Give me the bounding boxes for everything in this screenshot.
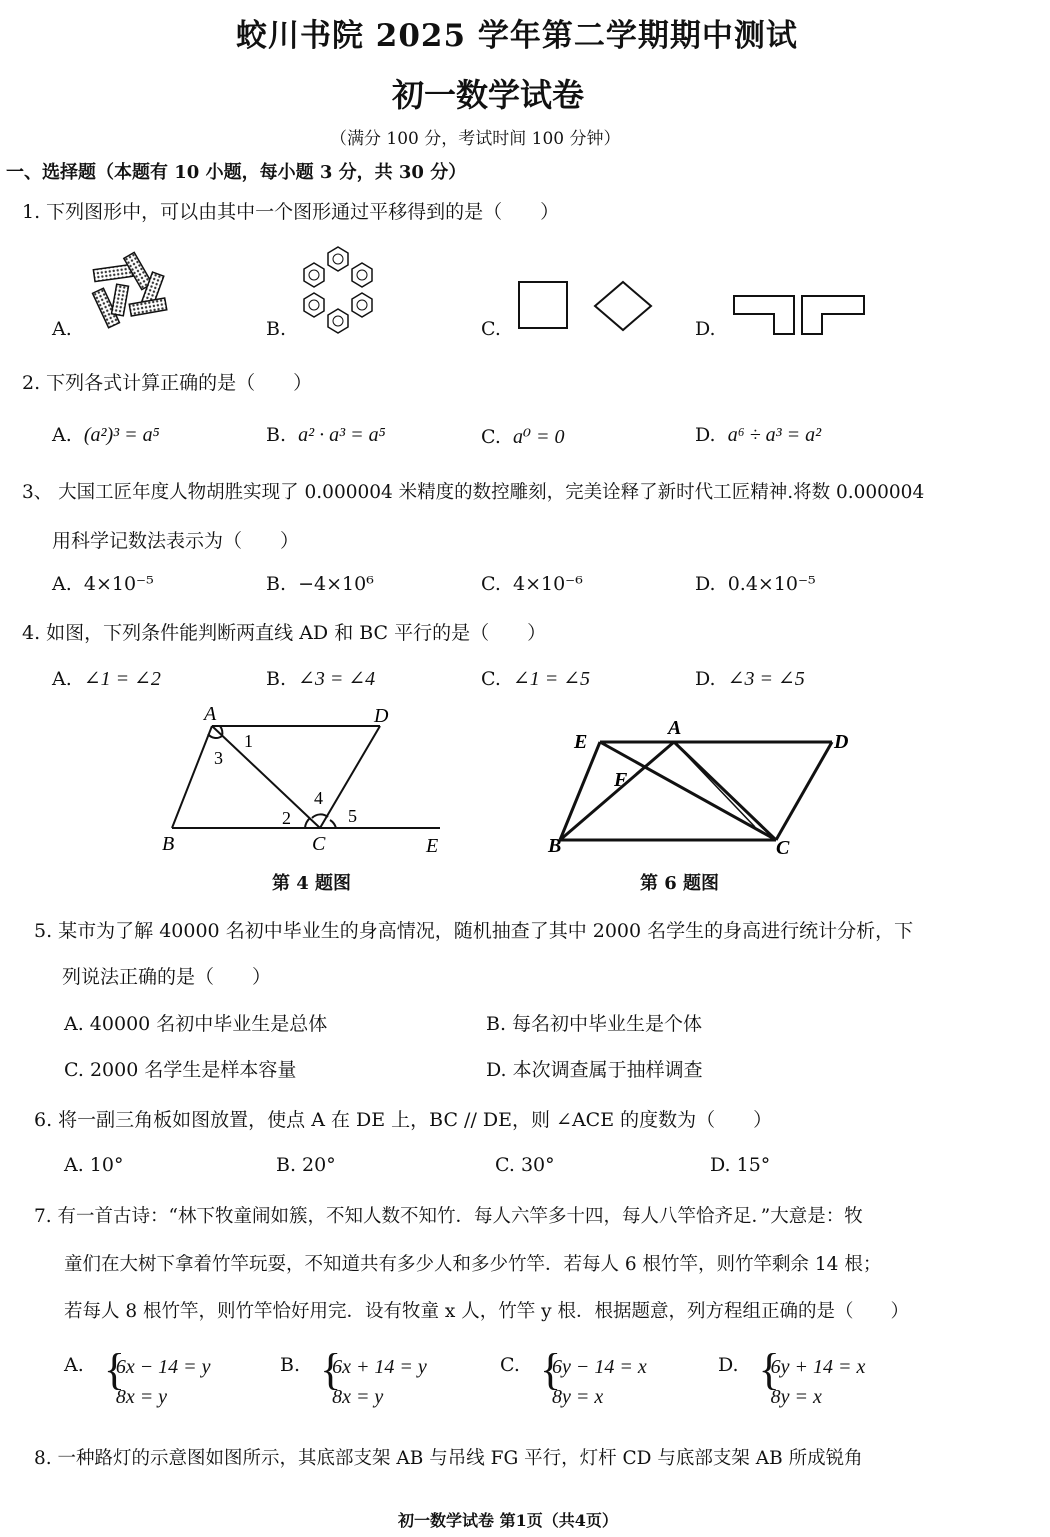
- q4-option-d-label: D.: [695, 668, 716, 690]
- q7-stem-line3: 若每人 8 根竹竿，则竹竿恰好用完．设有牧童 x 人，竹竿 y 根．根据题意，列方程组正确的是（ ）: [64, 1301, 909, 1322]
- q7-option-a-label: A.: [64, 1354, 84, 1376]
- section-heading: 一、选择题（本题有 10 小题，每小题 3 分，共 30 分）: [6, 162, 467, 183]
- q3-stem-line2: 用科学记数法表示为（ ）: [52, 530, 300, 552]
- q4-option-b-expr: ∠3 = ∠4: [298, 668, 376, 690]
- q7-option-c-eq2: 8y = x: [551, 1386, 604, 1408]
- q4-option-c-label: C.: [481, 668, 501, 690]
- q1-stem: 1. 下列图形中，可以由其中一个图形通过平移得到的是（ ）: [22, 201, 560, 223]
- q3-option-c-expr: 4×10⁻⁶: [513, 573, 583, 595]
- q2-option-b: [266, 424, 386, 447]
- q5-option-a: A. 40000 名初中毕业生是总体: [64, 1013, 328, 1035]
- q6-label-B: B: [548, 835, 562, 857]
- q6-label-F: F: [614, 769, 628, 791]
- q2-option-d: [695, 424, 821, 447]
- q6-label-E: E: [574, 731, 588, 753]
- q7-option-a-eq2: 8x = y: [115, 1386, 168, 1408]
- q1-option-b: B.: [266, 318, 287, 340]
- q2-option-d-expr: a⁶ ÷ a³ = a²: [727, 424, 822, 446]
- q4-label-E: E: [426, 835, 439, 857]
- q4-label-1: 1: [244, 731, 253, 751]
- q6-option-c: C. 30°: [495, 1154, 555, 1176]
- q1-option-c: C.: [481, 318, 501, 340]
- q4-option-c-expr: ∠1 = ∠5: [513, 668, 591, 690]
- q4-option-a: [52, 666, 161, 691]
- exam-subtitle: 初一数学试卷: [392, 76, 585, 114]
- q2-stem: 2. 下列各式计算正确的是（ ）: [22, 372, 313, 394]
- q7-option-a-eq1: 6x − 14 = y: [115, 1356, 211, 1378]
- q2-option-a-expr: (a²)³ = a⁵: [83, 424, 160, 446]
- q3-option-c-label: C.: [481, 573, 501, 595]
- q2-option-d-label: D.: [695, 424, 716, 446]
- q7-option-b-eq1: 6x + 14 = y: [332, 1356, 427, 1378]
- q4-stem: 4. 如图，下列条件能判断两直线 AD 和 BC 平行的是（ ）: [22, 622, 547, 644]
- q4-label-A: A: [204, 703, 217, 725]
- q4-option-d-expr: ∠3 = ∠5: [727, 668, 805, 690]
- q7-option-b-label: B.: [280, 1354, 301, 1376]
- q7-option-d: [718, 1345, 866, 1412]
- q2-option-a-label: A.: [52, 424, 72, 446]
- q7-stem-line1: 7. 有一首古诗：“林下牧童闹如簇，不知人数不知竹．每人六竿多十四，每人八竿恰齐足．”大意是：牧: [34, 1206, 863, 1227]
- q7-option-d-eq1: 6y + 14 = x: [770, 1356, 866, 1378]
- q7-option-c-eq1: 6y − 14 = x: [551, 1356, 647, 1378]
- q1-figure-a: [88, 245, 173, 335]
- q4-label-C: C: [312, 833, 326, 855]
- q4-label-3: 3: [214, 748, 223, 768]
- q8-stem: 8. 一种路灯的示意图如图所示，其底部支架 AB 与吊线 FG 平行，灯杆 CD 与底部支架 AB 所成锐角: [34, 1448, 863, 1469]
- q7-option-c-system: { 6y − 14 = x 8y = x: [540, 1352, 647, 1412]
- q4-option-a-label: A.: [52, 668, 72, 690]
- q6-figure-caption: 第 6 题图: [640, 873, 720, 894]
- exam-title: 蛟川书院 2025 学年第二学期期中测试: [236, 18, 798, 54]
- q7-option-c-label: C.: [500, 1354, 520, 1376]
- q7-option-b: [280, 1345, 427, 1412]
- q2-option-c-label: C.: [481, 426, 501, 448]
- q4-figure-caption: 第 4 题图: [272, 873, 352, 894]
- q3-option-b-label: B.: [266, 573, 287, 595]
- q7-option-b-eq2: 8x = y: [332, 1386, 384, 1408]
- q7-option-c: [500, 1345, 647, 1412]
- q2-option-a: [52, 424, 160, 447]
- q1-option-a: A.: [52, 318, 72, 340]
- q4-option-b: [266, 666, 375, 691]
- q3-option-c: [481, 573, 583, 595]
- q3-option-a-expr: 4×10⁻⁵: [83, 573, 154, 595]
- q5-option-d: D. 本次调查属于抽样调查: [486, 1059, 703, 1081]
- q4-label-2: 2: [282, 808, 291, 828]
- q7-stem-line2: 童们在大树下拿着竹竿玩耍，不知道共有多少人和多少竹竿．若每人 6 根竹竿，则竹竿剩余 14 根；: [64, 1254, 882, 1275]
- q2-option-c: [481, 424, 565, 449]
- q7-option-a-system: { 6x − 14 = y 8x = y: [104, 1352, 211, 1412]
- q3-option-d: [695, 573, 816, 595]
- q1-option-d: D.: [695, 318, 716, 340]
- q6-label-A: A: [668, 717, 682, 739]
- q3-option-d-expr: 0.4×10⁻⁵: [727, 573, 816, 595]
- q2-option-b-expr: a² · a³ = a⁵: [298, 424, 386, 446]
- q3-option-b-expr: −4×10⁶: [298, 573, 374, 595]
- q4-label-B: B: [162, 833, 175, 855]
- q6-stem: 6. 将一副三角板如图放置，使点 A 在 DE 上，BC // DE，则 ∠ACE 的度数为（ ）: [34, 1109, 773, 1131]
- q4-figure: [150, 700, 460, 860]
- q6-label-C: C: [776, 837, 790, 859]
- q3-option-a-label: A.: [52, 573, 72, 595]
- q4-option-b-label: B.: [266, 668, 287, 690]
- q7-option-a: [64, 1345, 211, 1412]
- q7-option-d-system: { 6y + 14 = x 8y = x: [759, 1352, 866, 1412]
- q4-label-D: D: [374, 705, 389, 727]
- q4-option-a-expr: ∠1 = ∠2: [83, 668, 161, 690]
- q7-option-d-eq2: 8y = x: [770, 1386, 822, 1408]
- q6-option-d: D. 15°: [710, 1154, 771, 1176]
- q1-figure-d: [730, 292, 870, 337]
- q2-option-b-label: B.: [266, 424, 287, 446]
- q4-option-c: [481, 666, 590, 691]
- q6-option-a: A. 10°: [64, 1154, 124, 1176]
- q2-option-c-expr: a⁰ = 0: [513, 426, 565, 448]
- q1-figure-c: [515, 280, 660, 335]
- q5-stem-line1: 5. 某市为了解 40000 名初中毕业生的身高情况，随机抽查了其中 2000 名学生的身高进行统计分析，下: [34, 920, 914, 942]
- q1-figure-b: [298, 245, 378, 337]
- q6-option-b: B. 20°: [276, 1154, 336, 1176]
- q3-option-a: [52, 573, 154, 595]
- q4-label-4: 4: [314, 788, 323, 808]
- q4-option-d: [695, 666, 805, 691]
- q4-label-5: 5: [348, 806, 357, 826]
- q7-option-b-system: { 6x + 14 = y 8x = y: [320, 1352, 427, 1412]
- q3-option-d-label: D.: [695, 573, 716, 595]
- q5-stem-line2: 列说法正确的是（ ）: [62, 966, 272, 988]
- q6-figure: [540, 712, 870, 862]
- q3-option-b: [266, 573, 374, 595]
- q3-stem-line1: 3、 大国工匠年度人物胡胜实现了 0.000004 米精度的数控雕刻，完美诠释了新时代工匠精神.将数 0.000004: [22, 482, 925, 503]
- q7-option-d-label: D.: [718, 1354, 739, 1376]
- q5-option-c: C. 2000 名学生是样本容量: [64, 1059, 297, 1081]
- q6-label-D: D: [834, 731, 849, 753]
- q5-option-b: B. 每名初中毕业生是个体: [486, 1013, 703, 1035]
- exam-note: （满分 100 分，考试时间 100 分钟）: [330, 129, 621, 149]
- page-footer: 初一数学试卷 第1页（共4页）: [398, 1511, 618, 1530]
